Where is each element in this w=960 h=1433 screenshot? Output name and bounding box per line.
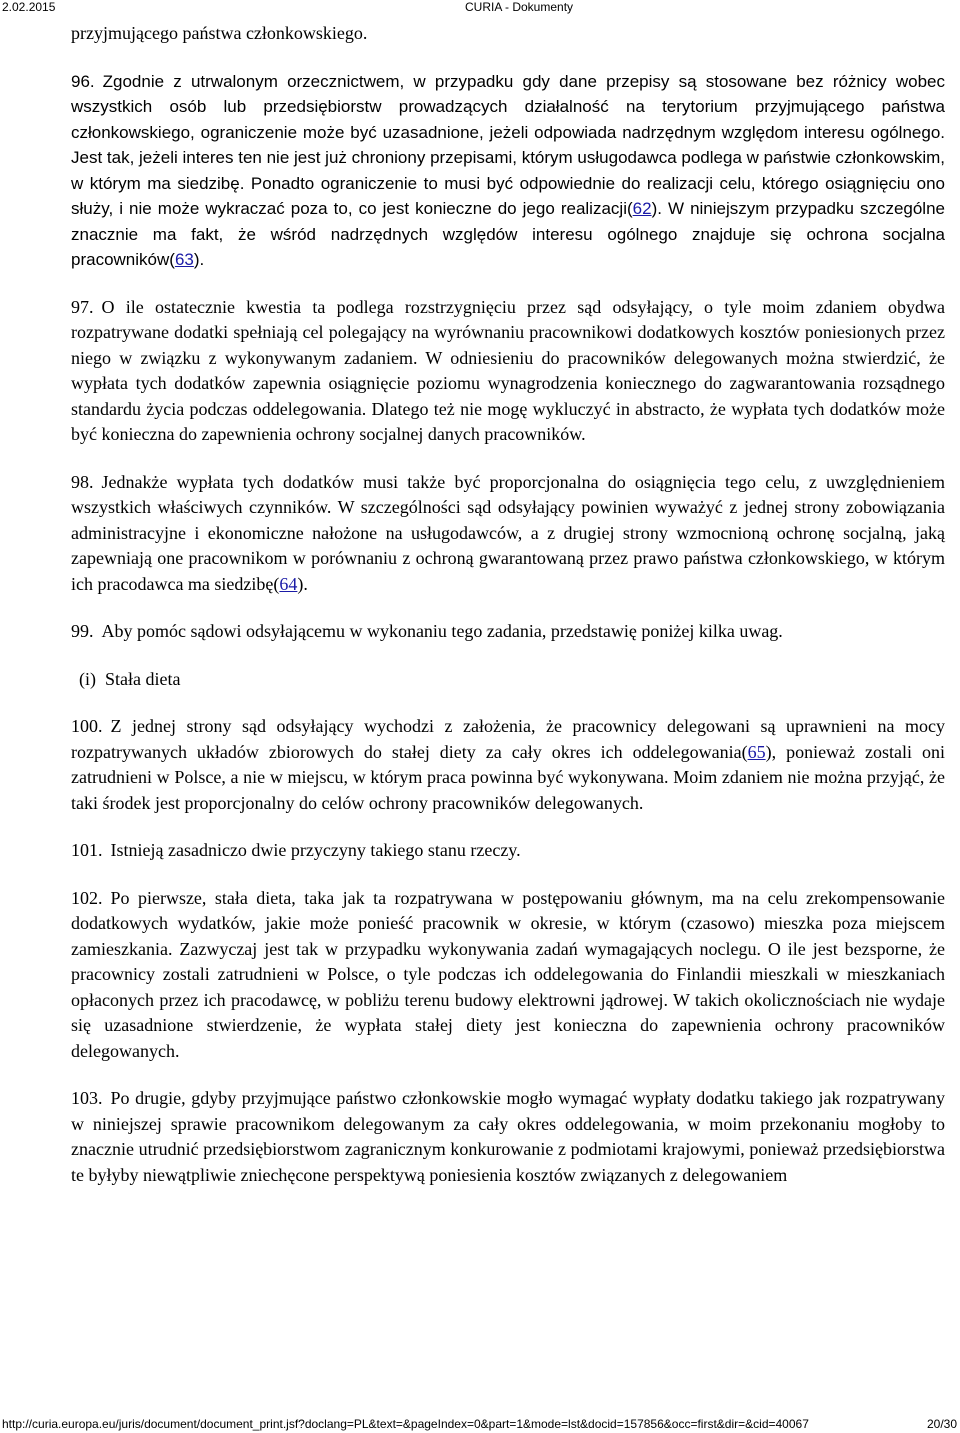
paragraph-100 [71,714,945,816]
paragraph-96 [71,69,945,273]
paragraph-text: ), ponieważ zostali oni zatrudnieni w Polsce, a nie w miejscu, w którym praca powinna być wykonywana. Moim zdaniem nie można przyjąć, że taki środek jest proporcjonalny do celów ochrony pracowników delegowanych. [71,741,945,813]
page-counter: 20/30 [926,1417,957,1431]
paragraph-number: 101. [71,840,103,860]
paragraph-102 [71,886,945,1065]
footnote-link-63[interactable]: 63 [174,250,194,269]
footnote-link-65[interactable]: 65 [747,741,766,762]
paragraph-text: Zgodnie z utrwalonym orzecznictwem, w przypadku gdy dane przepisy są stosowane bez różnicy wobec wszystkich osób lub przedsiębiorstw prowadzących działalność na terytorium przyjmującego państwa członkowskiego, ograniczenie może być uzasadnione, jeżeli odpowiada nadrzędnym względom interesu ogólnego. Jest tak, jeżeli interes ten nie jest już chroniony przepisami, którym usługodawca podlega w państwie członkowskim, w którym ma siedzibę. Ponadto ograniczenie to musi być odpowiednie do realizacji celu, którego osiągnięciu ono służy, i nie może wykraczać poza to, co jest konieczne do jego realizacji( [71,71,946,218]
section-heading: (i) Stała dieta [79,668,181,689]
paragraph-number: 103. [71,1088,103,1108]
document-url: http://curia.europa.eu/juris/document/document_print.jsf?doclang=PL&text=&pageIndex=0&part=1&mode=lst&docid=157856&occ=first&dir=&cid=40067 [2,1417,809,1431]
paragraph-text: Jednakże wypłata tych dodatków musi także być proporcjonalna do osiągnięcia tego celu, z uwzględnieniem wszystkich właściwych czynników. W szczególności sąd odsyłający powinien wyważyć z jednej strony zobowiązania administracyjne i ekonomiczne nałożone na usługodawców, a z drugiej strony wzmocnioną ochronę socjalną, jaką zapewniają one pracownikom w porównaniu z ochroną gwarantowaną przez prawo państwa członkowskiego, w którym ich pracodawca ma siedzibę( [71,471,945,594]
paragraph-text: O ile ostatecznie kwestia ta podlega rozstrzygnięciu przez sąd odsyłający, o tyle moim zdaniem obydwa rozpatrywane dodatki spełniają cel polegający na wyrównaniu pracownikowi dodatkowych kosztów poniesionych przez niego w związku z wykonywanym zadaniem. W odniesieniu do pracowników delegowanych można stwierdzić, że wypłata tych dodatków zapewnia osiągnięcie poziomu wynagrodzenia koniecznego do zagwarantowania rozsądnego standardu życia podczas oddelegowania. Dlatego też nie mogę wykluczyć in abstracto, że wypłata tych dodatków może być konieczna do zapewnienia ochrony socjalnej danych pracowników. [71,296,945,444]
paragraph-text: Aby pomóc sądowi odsyłającemu w wykonaniu tego zadania, przedstawię poniżej kilka uwag. [101,621,783,641]
paragraph-number: 96. [71,71,95,91]
footnote-link-64[interactable]: 64 [279,573,298,594]
paragraph-95-tail: przyjmującego państwa członkowskiego. [71,23,368,43]
footnote-link-62[interactable]: 62 [632,199,652,218]
paragraph-number: 99. [71,621,94,641]
paragraph-text: Z jednej strony sąd odsyłający wychodzi z założenia, że pracownicy delegowani są uprawnieni na mocy rozpatrywanych układów zbiorowych do stałej diety za cały okres ich oddelegowania( [71,716,945,762]
paragraph-number: 98. [71,471,94,492]
paragraph-text: ). [193,250,205,269]
print-date: 2.02.2015 [2,0,56,14]
paragraph-97 [71,295,945,448]
paragraph-text: ). W niniejszym przypadku szczególne znacznie ma fakt, że wśród nadrzędnych względów interesu ogólnego znajduje się ochrona socjalna pracowników( [71,199,945,269]
paragraph-number: 102. [71,887,103,908]
document-body [71,21,945,1188]
paragraph-text: Istnieją zasadniczo dwie przyczyny takiego stanu rzeczy. [110,840,521,860]
paragraph-text: Po drugie, gdyby przyjmujące państwo członkowskie mogło wymagać wypłaty dodatku takiego jak rozpatrywany w niniejszej sprawie pracownikom delegowanym za cały okres oddelegowania, w moim przekonaniu mogłoby to znacznie utrudnić przedsiębiorstwom zagranicznym konkurowanie z podmiotami krajowymi, ponieważ przedsiębiorstwa te byłyby niewątpliwie zniechęcone perspektywą poniesienia kosztów związanych z delegowaniem [71,1088,945,1185]
paragraph-number: 100. [71,716,103,736]
document-header-title: CURIA - Dokumenty [465,0,574,14]
paragraph-text: ). [297,573,308,594]
paragraph-99 [71,619,945,645]
paragraph-98 [71,470,945,598]
paragraph-103 [71,1086,945,1188]
paragraph-101 [71,838,945,864]
paragraph-number: 97. [71,296,94,317]
paragraph-text: Po pierwsze, stała dieta, taka jak ta rozpatrywana w postępowaniu głównym, ma na celu zrekompensowanie dodatkowych wydatków, jakie może ponieść pracownik w okresie, w którym (czasowo) mieszka poza miejscem zamieszkania. Zazwyczaj jest tak w przypadku wykonywania zadań wymagających noclegu. O ile jest bezsporne, że pracownicy zostali zatrudnieni w Polsce, o tyle podczas ich oddelegowania do Finlandii mieszkali w mieszkaniach opłaconych przez ich pracodawcę, w pobliżu terenu budowy elektrowni jądrowej. W takich okolicznościach nie wydaje się uzasadnione stwierdzenie, że wypłata stałej diety jest konieczna do zapewnienia ochrony pracowników delegowanych. [71,887,945,1061]
